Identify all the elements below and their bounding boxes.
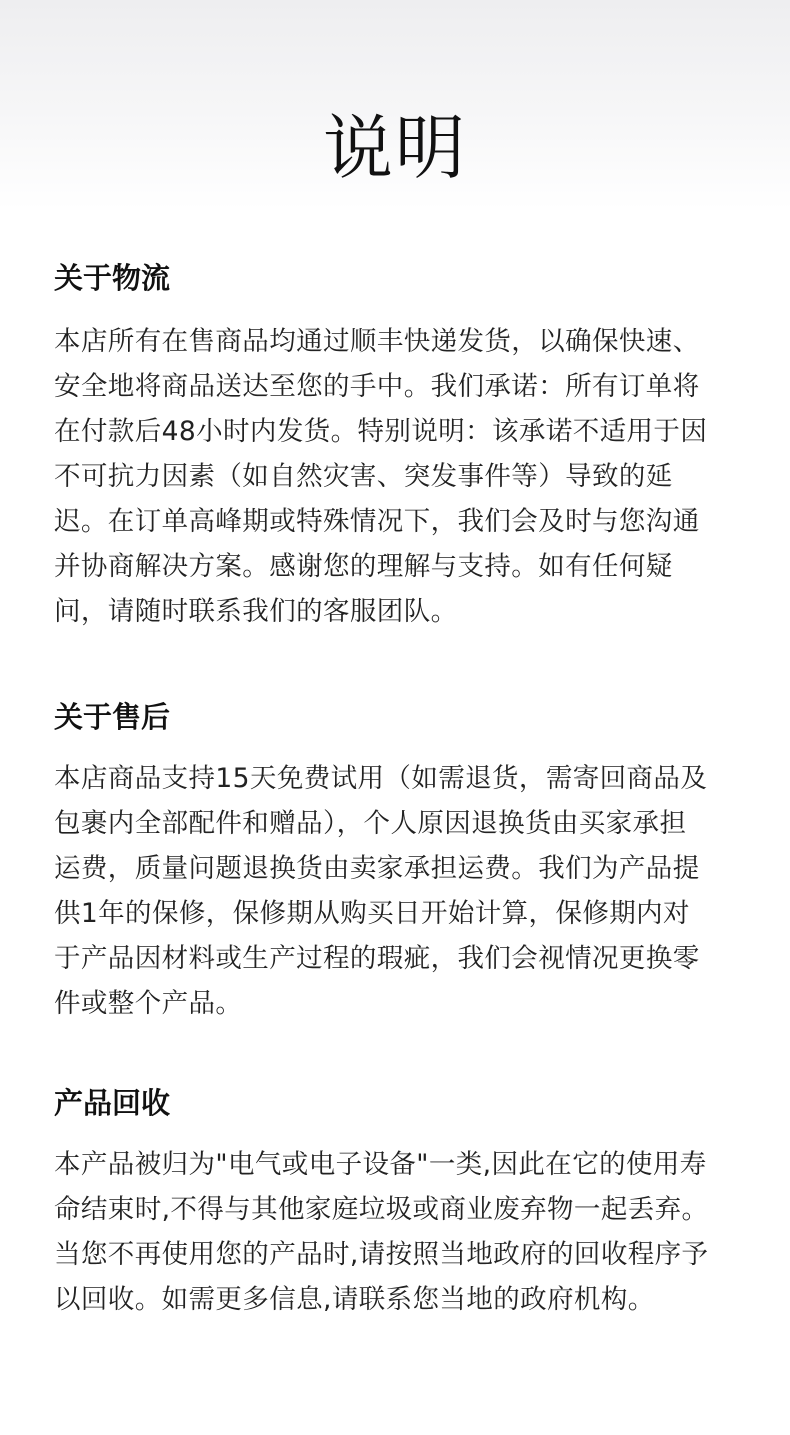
- body-line: 迟。在订单高峰期或特殊情况下，我们会及时与您沟通: [54, 506, 700, 537]
- body-line: 运费，质量问题退换货由卖家承担运费。我们为产品提: [54, 853, 700, 884]
- body-line: 并协商解决方案。感谢您的理解与支持。如有任何疑: [54, 551, 673, 582]
- section-logistics: [54, 258, 744, 634]
- body-line: 在付款后48小时内发货。特别说明：该承诺不适用于因: [54, 416, 708, 447]
- body-line: 件或整个产品。: [54, 988, 243, 1019]
- body-line: 于产品因材料或生产过程的瑕疵，我们会视情况更换零: [54, 943, 700, 974]
- section-heading-after-sales: 关于售后: [54, 700, 171, 734]
- body-line: 本店所有在售商品均通过顺丰快递发货，以确保快速、: [54, 326, 700, 357]
- section-after-sales: [54, 697, 744, 1026]
- section-body-after-sales: [54, 756, 744, 1026]
- body-line: 问，请随时联系我们的客服团队。: [54, 596, 458, 627]
- body-line: 包裹内全部配件和赠品），个人原因退换货由买家承担: [54, 808, 687, 839]
- section-body-logistics: [54, 319, 744, 634]
- section-heading-logistics: 关于物流: [54, 261, 171, 295]
- body-line: 不可抗力因素（如自然灾害、突发事件等）导致的延: [54, 461, 673, 492]
- body-line: 当您不再使用您的产品时,请按照当地政府的回收程序予: [54, 1239, 709, 1270]
- body-line: 本店商品支持15天免费试用（如需退货，需寄回商品及: [54, 763, 708, 794]
- section-product-recycling: [54, 1083, 744, 1322]
- body-line: 命结束时,不得与其他家庭垃圾或商业废弃物一起丢弃。: [54, 1194, 709, 1225]
- section-body-product-recycling: [54, 1142, 744, 1322]
- body-line: 本产品被归为"电气或电子设备"一类,因此在它的使用寿: [54, 1149, 707, 1180]
- page-title: 说明: [323, 107, 467, 189]
- body-line: 安全地将商品送达至您的手中。我们承诺：所有订单将: [54, 371, 700, 402]
- body-line: 以回收。如需更多信息,请联系您当地的政府机构。: [54, 1284, 655, 1315]
- body-line: 供1年的保修，保修期从购买日开始计算，保修期内对: [54, 898, 690, 929]
- section-heading-product-recycling: 产品回收: [54, 1086, 171, 1120]
